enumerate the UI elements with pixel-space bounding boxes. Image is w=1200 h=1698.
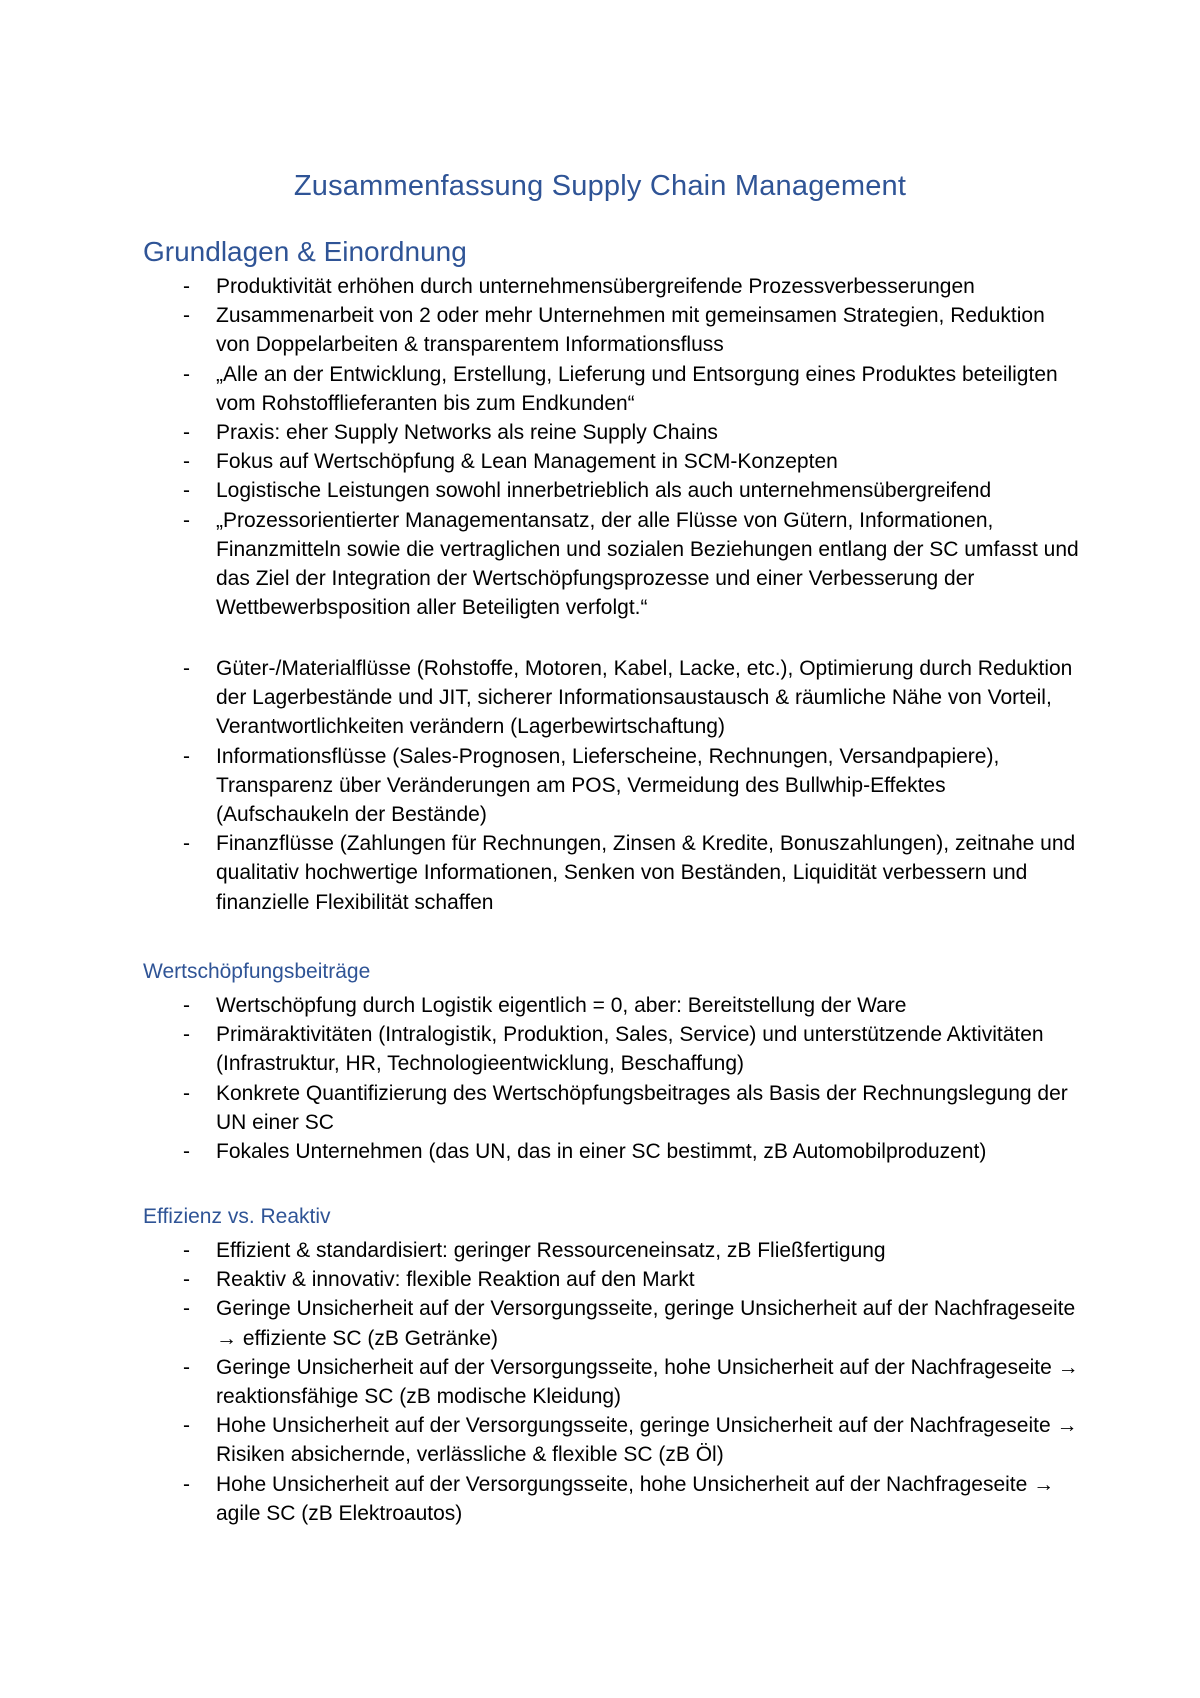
list-item: - Wertschöpfung durch Logistik eigentlich = 0, aber: Bereitstellung der Ware [0,991,1200,1020]
list-item: - Effizient & standardisiert: geringer Ressourceneinsatz, zB Fließfertigung [0,1236,1200,1265]
list-item: - Fokales Unternehmen (das UN, das in einer SC bestimmt, zB Automobilproduzent) [0,1137,1200,1166]
list-item: - „Prozessorientierter Managementansatz, der alle Flüsse von Gütern, Informationen, Finanzmitteln sowie die vertraglichen und sozialen Beziehungen entlang der SC umfasst und das Ziel der Integration der Wertschöpfungsprozesse und einer Verbesserung der Wettbewerbsposition aller Beteiligten verfolgt.“ [0,506,1200,623]
list-item: - Hohe Unsicherheit auf der Versorgungsseite, hohe Unsicherheit auf der Nachfrageseite → agile SC (zB Elektroautos) [0,1470,1200,1528]
section-heading-effizienz: Effizienz vs. Reaktiv [143,1205,331,1228]
bullet-list-effizienz [0,1236,1200,1528]
list-item: - Konkrete Quantifizierung des Wertschöpfungsbeitrages als Basis der Rechnungslegung der UN einer SC [0,1079,1200,1137]
list-item: - Reaktiv & innovativ: flexible Reaktion auf den Markt [0,1265,1200,1294]
bullet-list-flows [0,654,1200,917]
list-item: - Finanzflüsse (Zahlungen für Rechnungen, Zinsen & Kredite, Bonuszahlungen), zeitnahe und qualitativ hochwertige Informationen, Senken von Beständen, Liquidität verbessern und finanzielle Flexibilität schaffen [0,829,1200,917]
list-item: - Hohe Unsicherheit auf der Versorgungsseite, geringe Unsicherheit auf der Nachfrageseite → Risiken absichernde, verlässliche & flexible SC (zB Öl) [0,1411,1200,1469]
list-item: - Fokus auf Wertschöpfung & Lean Management in SCM-Konzepten [0,447,1200,476]
list-item: - Geringe Unsicherheit auf der Versorgungsseite, geringe Unsicherheit auf der Nachfrageseite → effiziente SC (zB Getränke) [0,1294,1200,1352]
list-item: - Logistische Leistungen sowohl innerbetrieblich als auch unternehmensübergreifend [0,476,1200,505]
document-title: Zusammenfassung Supply Chain Management [293,170,907,202]
list-item: - Güter-/Materialflüsse (Rohstoffe, Motoren, Kabel, Lacke, etc.), Optimierung durch Reduktion der Lagerbestände und JIT, sicherer Informationsaustausch & räumliche Nähe von Vorteil, Verantwortlichkeiten verändern (Lagerbewirtschaftung) [0,654,1200,742]
bullet-list-wertschoepfung [0,991,1200,1166]
list-item: - Praxis: eher Supply Networks als reine Supply Chains [0,418,1200,447]
list-item: - Geringe Unsicherheit auf der Versorgungsseite, hohe Unsicherheit auf der Nachfrageseite → reaktionsfähige SC (zB modische Kleidung) [0,1353,1200,1411]
list-item: - „Alle an der Entwicklung, Erstellung, Lieferung und Entsorgung eines Produktes beteiligten vom Rohstofflieferanten bis zum Endkunden“ [0,360,1200,418]
section-heading-wertschoepfung: Wertschöpfungsbeiträge [143,960,371,983]
list-item: - Primäraktivitäten (Intralogistik, Produktion, Sales, Service) und unterstützende Aktivitäten (Infrastruktur, HR, Technologieentwicklung, Beschaffung) [0,1020,1200,1078]
list-item: - Zusammenarbeit von 2 oder mehr Unternehmen mit gemeinsamen Strategien, Reduktion von Doppelarbeiten & transparentem Informationsfluss [0,301,1200,359]
bullet-list-grundlagen [0,272,1200,622]
list-item: - Produktivität erhöhen durch unternehmensübergreifende Prozessverbesserungen [0,272,1200,301]
section-heading-grundlagen: Grundlagen & Einordnung [143,236,467,267]
list-item: - Informationsflüsse (Sales-Prognosen, Lieferscheine, Rechnungen, Versandpapiere), Transparenz über Veränderungen am POS, Vermeidung des Bullwhip-Effektes (Aufschaukeln der Bestände) [0,742,1200,830]
